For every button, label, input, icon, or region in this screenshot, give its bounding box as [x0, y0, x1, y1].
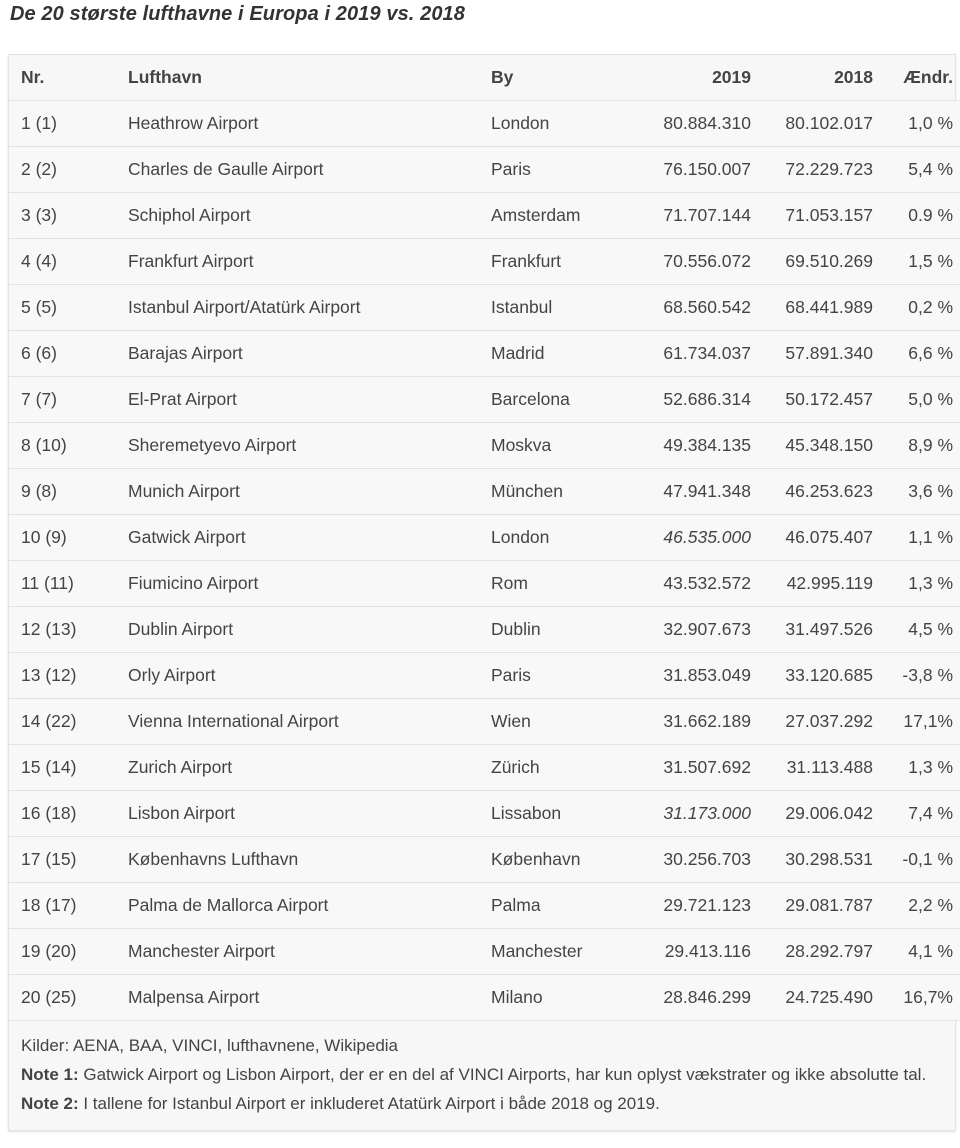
cell-change: 16,7% — [873, 975, 960, 1021]
note-1-text: Gatwick Airport og Lisbon Airport, der er en del af VINCI Airports, har kun oplyst vækstrater og ikke absolutte tal. — [78, 1065, 927, 1084]
cell-2018: 29.081.787 — [751, 883, 873, 929]
cell-airport: Malpensa Airport — [128, 975, 491, 1021]
cell-airport: Schiphol Airport — [128, 193, 491, 239]
cell-change: 4,1 % — [873, 929, 960, 975]
table-row — [9, 515, 960, 561]
header-change: Ændr. — [873, 55, 960, 101]
cell-city: Wien — [491, 699, 601, 745]
cell-2019: 71.707.144 — [601, 193, 751, 239]
cell-airport: Fiumicino Airport — [128, 561, 491, 607]
cell-rank: 13 (12) — [9, 653, 128, 699]
cell-2018: 30.298.531 — [751, 837, 873, 883]
table-row — [9, 331, 960, 377]
cell-city: Barcelona — [491, 377, 601, 423]
cell-rank: 18 (17) — [9, 883, 128, 929]
table-row — [9, 975, 960, 1021]
cell-city: Palma — [491, 883, 601, 929]
cell-change: 3,6 % — [873, 469, 960, 515]
cell-change: 0,2 % — [873, 285, 960, 331]
cell-airport: Vienna International Airport — [128, 699, 491, 745]
cell-city: Amsterdam — [491, 193, 601, 239]
cell-change: 5,0 % — [873, 377, 960, 423]
cell-2019: 32.907.673 — [601, 607, 751, 653]
cell-airport: Københavns Lufthavn — [128, 837, 491, 883]
cell-2019: 52.686.314 — [601, 377, 751, 423]
cell-city: Milano — [491, 975, 601, 1021]
cell-2018: 46.253.623 — [751, 469, 873, 515]
cell-airport: Orly Airport — [128, 653, 491, 699]
cell-change: 8,9 % — [873, 423, 960, 469]
cell-2019: 30.256.703 — [601, 837, 751, 883]
cell-change: 1,3 % — [873, 561, 960, 607]
cell-rank: 16 (18) — [9, 791, 128, 837]
table-row — [9, 239, 960, 285]
table-row — [9, 469, 960, 515]
sources-text: Kilder: AENA, BAA, VINCI, lufthavnene, Wikipedia — [21, 1036, 399, 1055]
cell-city: Lissabon — [491, 791, 601, 837]
note-2-text: I tallene for Istanbul Airport er inkluderet Atatürk Airport i både 2018 og 2019. — [78, 1094, 660, 1113]
cell-city: Moskva — [491, 423, 601, 469]
cell-2019: 46.535.000 — [601, 515, 751, 561]
table-row — [9, 607, 960, 653]
cell-airport: Zurich Airport — [128, 745, 491, 791]
table-row — [9, 561, 960, 607]
header-nr: Nr. — [9, 55, 128, 101]
cell-city: Rom — [491, 561, 601, 607]
cell-city: Istanbul — [491, 285, 601, 331]
table-row — [9, 377, 960, 423]
cell-airport: Charles de Gaulle Airport — [128, 147, 491, 193]
cell-2019: 28.846.299 — [601, 975, 751, 1021]
cell-airport: Palma de Mallorca Airport — [128, 883, 491, 929]
cell-2018: 80.102.017 — [751, 101, 873, 147]
airport-table-container — [8, 54, 956, 1131]
cell-rank: 5 (5) — [9, 285, 128, 331]
cell-change: 1,5 % — [873, 239, 960, 285]
cell-change: 7,4 % — [873, 791, 960, 837]
table-row — [9, 837, 960, 883]
cell-airport: Istanbul Airport/Atatürk Airport — [128, 285, 491, 331]
table-footer — [9, 1021, 955, 1130]
note-2-label: Note 2: — [21, 1094, 79, 1113]
cell-city: Paris — [491, 653, 601, 699]
airport-table — [9, 55, 960, 1021]
cell-2019: 31.507.692 — [601, 745, 751, 791]
table-row — [9, 745, 960, 791]
table-row — [9, 193, 960, 239]
cell-change: 0.9 % — [873, 193, 960, 239]
cell-2018: 42.995.119 — [751, 561, 873, 607]
cell-rank: 20 (25) — [9, 975, 128, 1021]
cell-city: Frankfurt — [491, 239, 601, 285]
cell-airport: Munich Airport — [128, 469, 491, 515]
cell-airport: Heathrow Airport — [128, 101, 491, 147]
cell-rank: 4 (4) — [9, 239, 128, 285]
cell-change: 17,1% — [873, 699, 960, 745]
table-row — [9, 699, 960, 745]
cell-rank: 6 (6) — [9, 331, 128, 377]
cell-city: München — [491, 469, 601, 515]
cell-rank: 8 (10) — [9, 423, 128, 469]
cell-rank: 17 (15) — [9, 837, 128, 883]
cell-change: 1,3 % — [873, 745, 960, 791]
cell-city: Madrid — [491, 331, 601, 377]
cell-change: -3,8 % — [873, 653, 960, 699]
cell-rank: 19 (20) — [9, 929, 128, 975]
cell-rank: 7 (7) — [9, 377, 128, 423]
cell-2018: 29.006.042 — [751, 791, 873, 837]
note-2 — [21, 1089, 943, 1118]
cell-2018: 72.229.723 — [751, 147, 873, 193]
table-row — [9, 101, 960, 147]
cell-2019: 47.941.348 — [601, 469, 751, 515]
cell-airport: Sheremetyevo Airport — [128, 423, 491, 469]
cell-change: -0,1 % — [873, 837, 960, 883]
cell-change: 2,2 % — [873, 883, 960, 929]
cell-2019: 31.853.049 — [601, 653, 751, 699]
header-airport: Lufthavn — [128, 55, 491, 101]
cell-2018: 50.172.457 — [751, 377, 873, 423]
header-2019: 2019 — [601, 55, 751, 101]
cell-2019: 61.734.037 — [601, 331, 751, 377]
cell-2018: 45.348.150 — [751, 423, 873, 469]
table-row — [9, 147, 960, 193]
table-row — [9, 653, 960, 699]
cell-change: 5,4 % — [873, 147, 960, 193]
cell-change: 4,5 % — [873, 607, 960, 653]
table-header-row — [9, 55, 960, 101]
cell-2018: 31.497.526 — [751, 607, 873, 653]
cell-change: 1,1 % — [873, 515, 960, 561]
cell-2019: 29.721.123 — [601, 883, 751, 929]
cell-change: 6,6 % — [873, 331, 960, 377]
cell-airport: Frankfurt Airport — [128, 239, 491, 285]
cell-airport: Dublin Airport — [128, 607, 491, 653]
cell-2018: 31.113.488 — [751, 745, 873, 791]
cell-rank: 15 (14) — [9, 745, 128, 791]
cell-2019: 80.884.310 — [601, 101, 751, 147]
cell-2018: 68.441.989 — [751, 285, 873, 331]
page-title: De 20 største lufthavne i Europa i 2019 vs. 2018 — [10, 3, 466, 25]
cell-city: Paris — [491, 147, 601, 193]
cell-2018: 33.120.685 — [751, 653, 873, 699]
note-1 — [21, 1060, 943, 1089]
note-1-label: Note 1: — [21, 1065, 79, 1084]
cell-2019: 49.384.135 — [601, 423, 751, 469]
table-row — [9, 285, 960, 331]
table-row — [9, 883, 960, 929]
cell-2018: 69.510.269 — [751, 239, 873, 285]
cell-rank: 9 (8) — [9, 469, 128, 515]
cell-2018: 71.053.157 — [751, 193, 873, 239]
cell-city: Manchester — [491, 929, 601, 975]
cell-city: Zürich — [491, 745, 601, 791]
cell-2019: 70.556.072 — [601, 239, 751, 285]
header-city: By — [491, 55, 601, 101]
cell-airport: Lisbon Airport — [128, 791, 491, 837]
cell-city: Dublin — [491, 607, 601, 653]
cell-2018: 46.075.407 — [751, 515, 873, 561]
cell-2019: 29.413.116 — [601, 929, 751, 975]
cell-2018: 24.725.490 — [751, 975, 873, 1021]
table-row — [9, 423, 960, 469]
cell-2018: 28.292.797 — [751, 929, 873, 975]
cell-airport: Manchester Airport — [128, 929, 491, 975]
cell-rank: 11 (11) — [9, 561, 128, 607]
header-2018: 2018 — [751, 55, 873, 101]
cell-2019: 43.532.572 — [601, 561, 751, 607]
cell-2019: 76.150.007 — [601, 147, 751, 193]
cell-city: London — [491, 515, 601, 561]
cell-airport: Gatwick Airport — [128, 515, 491, 561]
cell-2019: 68.560.542 — [601, 285, 751, 331]
cell-change: 1,0 % — [873, 101, 960, 147]
cell-2018: 27.037.292 — [751, 699, 873, 745]
cell-2019: 31.662.189 — [601, 699, 751, 745]
cell-2019: 31.173.000 — [601, 791, 751, 837]
cell-rank: 1 (1) — [9, 101, 128, 147]
cell-rank: 10 (9) — [9, 515, 128, 561]
cell-rank: 14 (22) — [9, 699, 128, 745]
table-row — [9, 791, 960, 837]
cell-airport: Barajas Airport — [128, 331, 491, 377]
cell-rank: 3 (3) — [9, 193, 128, 239]
cell-rank: 12 (13) — [9, 607, 128, 653]
cell-city: London — [491, 101, 601, 147]
cell-2018: 57.891.340 — [751, 331, 873, 377]
cell-city: København — [491, 837, 601, 883]
table-body — [9, 101, 960, 1021]
cell-airport: El-Prat Airport — [128, 377, 491, 423]
table-row — [9, 929, 960, 975]
cell-rank: 2 (2) — [9, 147, 128, 193]
